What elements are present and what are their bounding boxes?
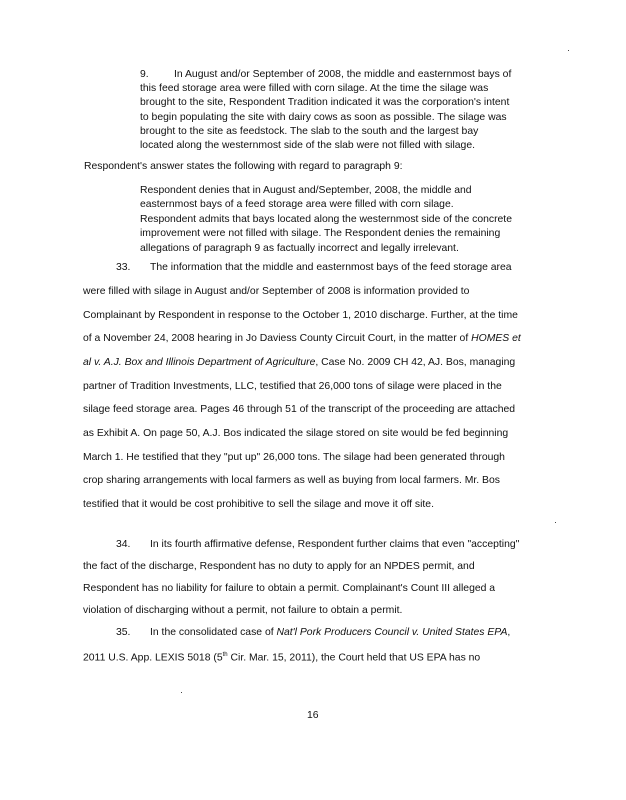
scan-speck bbox=[555, 522, 556, 523]
paragraph-33-line: as Exhibit A. On page 50, A.J. Bos indicated the silage stored on site would be fed beginning bbox=[83, 428, 509, 439]
answer-intro: Respondent's answer states the following with regard to paragraph 9: bbox=[84, 161, 403, 172]
paragraph-33-line: Complainant by Respondent in response to the October 1, 2010 discharge. Further, at the time bbox=[83, 310, 518, 321]
paragraph-33-line: 33. The information that the middle and easternmost bays of the feed storage area bbox=[116, 262, 512, 273]
paragraph-number: 9. bbox=[140, 69, 149, 80]
paragraph-33-line: partner of Tradition Investments, LLC, testified that 26,000 tons of silage were placed in the bbox=[83, 381, 502, 392]
paragraph-33-line: were filled with silage in August and/or September of 2008 is information provided to bbox=[83, 286, 470, 297]
answer-line: Respondent admits that bays located along the westernmost side of the concrete bbox=[140, 214, 512, 225]
answer-line: allegations of paragraph 9 as factually incorrect and legally irrelevant. bbox=[140, 243, 459, 254]
paragraph-34-line: violation of discharging without a permit, not failure to obtain a permit. bbox=[83, 605, 403, 616]
paragraph-33-line: crop sharing arrangements with local farmers as well as buying from local farmers. Mr. Bos bbox=[83, 475, 500, 486]
quote-line: brought to the site, Respondent Tradition indicated it was the corporation's intent bbox=[140, 97, 510, 108]
case-name: al v. A.J. Box and Illinois Department of Agriculture bbox=[83, 357, 316, 368]
paragraph-34-line: Respondent has no liability for failure to obtain a permit. Complainant's Count III alleged a bbox=[83, 583, 496, 594]
quote-line: to begin populating the site with dairy cows as soon as possible. The silage was bbox=[140, 112, 507, 123]
paragraph-number: 34. bbox=[116, 539, 131, 550]
paragraph-33-line: silage feed storage area. Pages 46 through 51 of the transcript of the proceeding are attached bbox=[83, 404, 516, 415]
paragraph-33-line: al v. A.J. Box and Illinois Department of Agriculture, Case No. 2009 CH 42, AJ. Bos, managing bbox=[83, 357, 516, 368]
answer-line: improvement were not filled with silage. The Respondent denies the remaining bbox=[140, 228, 501, 239]
paragraph-34-line: 34. In its fourth affirmative defense, Respondent further claims that even "accepting" bbox=[116, 539, 520, 550]
paragraph-35-line: 2011 U.S. App. LEXIS 5018 (5th Cir. Mar. 15, 2011), the Court held that US EPA has no bbox=[83, 652, 481, 664]
paragraph-35-line: 35. In the consolidated case of Nat'l Pork Producers Council v. United States EPA, bbox=[116, 627, 511, 638]
paragraph-33-line: March 1. He testified that they "put up" 26,000 tons. The silage had been generated through bbox=[83, 452, 505, 463]
quote-line: 9. In August and/or September of 2008, the middle and easternmost bays of bbox=[140, 69, 512, 80]
case-name: Nat'l Pork Producers Council v. United States EPA bbox=[276, 627, 508, 638]
paragraph-33-line: of a November 24, 2008 hearing in Jo Daviess County Circuit Court, in the matter of HOMES et bbox=[83, 333, 521, 344]
page-number: 16 bbox=[307, 710, 319, 721]
quote-line: this feed storage area were filled with corn silage. At the time the silage was bbox=[140, 83, 489, 94]
scan-speck bbox=[181, 692, 182, 693]
answer-line: easternmost bays of a feed storage area were filled with corn silage. bbox=[140, 199, 454, 210]
paragraph-number: 35. bbox=[116, 627, 131, 638]
answer-line: Respondent denies that in August and/September, 2008, the middle and bbox=[140, 185, 472, 196]
scan-speck bbox=[568, 50, 569, 51]
paragraph-33-line: testified that it would be cost prohibitive to sell the silage and move it off site. bbox=[83, 499, 434, 510]
paragraph-34-line: the fact of the discharge, Respondent has no duty to apply for an NPDES permit, and bbox=[83, 561, 475, 572]
quote-line: brought to the site as feedstock. The slab to the south and the largest bay bbox=[140, 126, 479, 137]
case-name: HOMES et bbox=[471, 333, 521, 344]
paragraph-number: 33. bbox=[116, 262, 131, 273]
quote-line: located along the westernmost side of the slab were not filled with silage. bbox=[140, 140, 475, 151]
